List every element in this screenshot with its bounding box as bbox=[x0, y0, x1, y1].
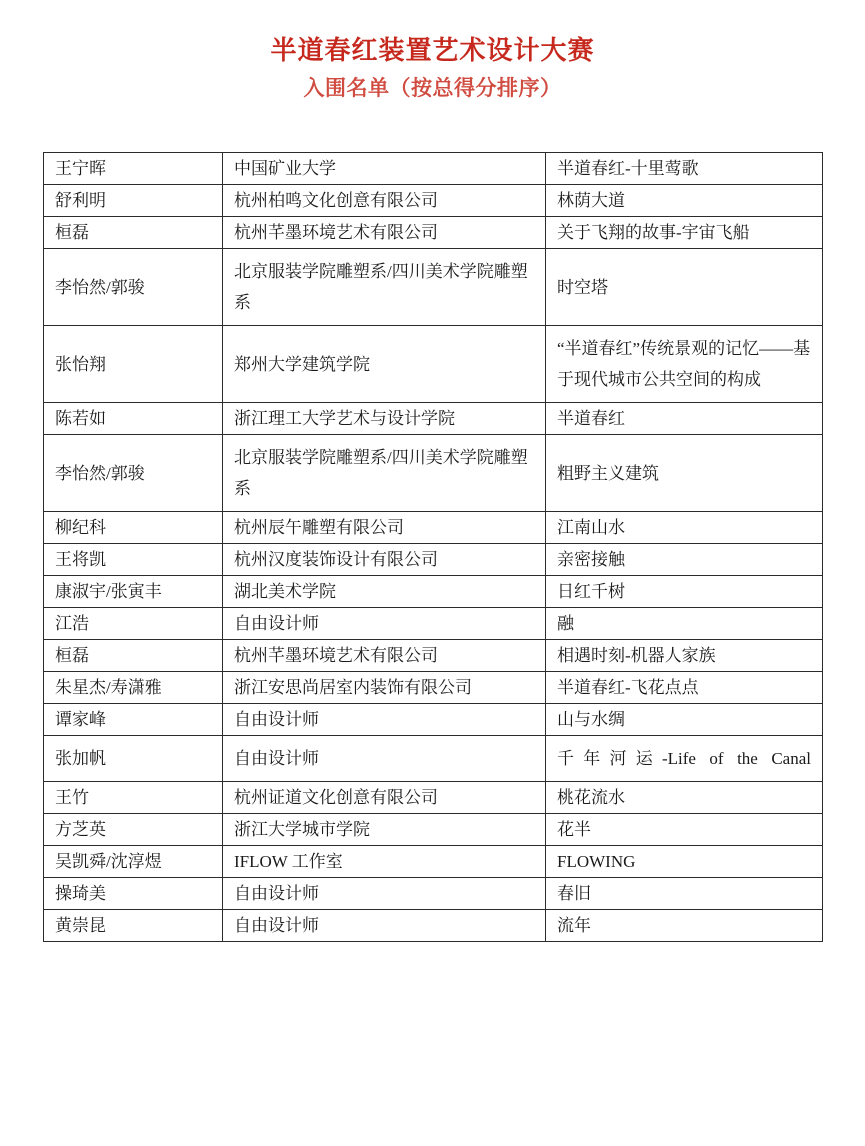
artwork-title-cell: 半道春红-飞花点点 bbox=[546, 672, 823, 704]
participant-name-cell: 陈若如 bbox=[44, 403, 223, 435]
participant-name-cell: 操琦美 bbox=[44, 878, 223, 910]
participant-name-cell: 李怡然/郭骏 bbox=[44, 435, 223, 512]
table-row bbox=[44, 640, 823, 672]
artwork-title-cell: 桃花流水 bbox=[546, 782, 823, 814]
organisation-cell: 自由设计师 bbox=[223, 736, 546, 782]
table-row bbox=[44, 814, 823, 846]
organisation-cell: 郑州大学建筑学院 bbox=[223, 326, 546, 403]
organisation-cell: 浙江理工大学艺术与设计学院 bbox=[223, 403, 546, 435]
participant-name-cell: 康淑宇/张寅丰 bbox=[44, 576, 223, 608]
table-row bbox=[44, 910, 823, 942]
table-row bbox=[44, 512, 823, 544]
organisation-cell: 中国矿业大学 bbox=[223, 153, 546, 185]
artwork-title-cell: 关于飞翔的故事-宇宙飞船 bbox=[546, 217, 823, 249]
organisation-cell: 自由设计师 bbox=[223, 878, 546, 910]
artwork-title-cell: 林荫大道 bbox=[546, 185, 823, 217]
artwork-title-cell: 山与水绸 bbox=[546, 704, 823, 736]
organisation-cell: 杭州证道文化创意有限公司 bbox=[223, 782, 546, 814]
participant-name-cell: 张怡翔 bbox=[44, 326, 223, 403]
participant-name-cell: 谭家峰 bbox=[44, 704, 223, 736]
participant-name-cell: 李怡然/郭骏 bbox=[44, 249, 223, 326]
table-row bbox=[44, 403, 823, 435]
page-subtitle: 入围名单（按总得分排序） bbox=[303, 76, 562, 100]
table-row bbox=[44, 185, 823, 217]
artwork-title-cell: 亲密接触 bbox=[546, 544, 823, 576]
artwork-title-cell: 粗野主义建筑 bbox=[546, 435, 823, 512]
organisation-cell: 杭州柏鸣文化创意有限公司 bbox=[223, 185, 546, 217]
table-row bbox=[44, 435, 823, 512]
participant-name-cell: 舒利明 bbox=[44, 185, 223, 217]
participant-name-cell: 吴凯舜/沈淳煜 bbox=[44, 846, 223, 878]
participant-name-cell: 王竹 bbox=[44, 782, 223, 814]
organisation-cell: 湖北美术学院 bbox=[223, 576, 546, 608]
artwork-title-cell: 春旧 bbox=[546, 878, 823, 910]
organisation-cell: 浙江大学城市学院 bbox=[223, 814, 546, 846]
table-row bbox=[44, 217, 823, 249]
organisation-cell: 自由设计师 bbox=[223, 910, 546, 942]
shortlist-table-container bbox=[43, 152, 822, 942]
artwork-title-cell: 江南山水 bbox=[546, 512, 823, 544]
artwork-title-cell: “半道春红”传统景观的记忆——基于现代城市公共空间的构成 bbox=[546, 326, 823, 403]
participant-name-cell: 江浩 bbox=[44, 608, 223, 640]
participant-name-cell: 柳纪科 bbox=[44, 512, 223, 544]
organisation-cell: 自由设计师 bbox=[223, 704, 546, 736]
organisation-cell: 杭州芊墨环境艺术有限公司 bbox=[223, 640, 546, 672]
participant-name-cell: 桓磊 bbox=[44, 640, 223, 672]
organisation-cell: 北京服装学院雕塑系/四川美术学院雕塑系 bbox=[223, 435, 546, 512]
page-title: 半道春红装置艺术设计大赛 bbox=[270, 35, 595, 65]
table-row bbox=[44, 608, 823, 640]
artwork-title-cell bbox=[546, 736, 823, 782]
participant-name-cell: 桓磊 bbox=[44, 217, 223, 249]
organisation-cell: 杭州辰午雕塑有限公司 bbox=[223, 512, 546, 544]
participant-name-cell: 朱星杰/寿潇雅 bbox=[44, 672, 223, 704]
artwork-title-cell: 流年 bbox=[546, 910, 823, 942]
document-header bbox=[0, 0, 865, 102]
participant-name-cell: 王将凯 bbox=[44, 544, 223, 576]
artwork-title-justified: 千年河运-Life of the Canal bbox=[557, 749, 811, 768]
table-row bbox=[44, 576, 823, 608]
organisation-cell: 杭州芊墨环境艺术有限公司 bbox=[223, 217, 546, 249]
table-row bbox=[44, 326, 823, 403]
table-row bbox=[44, 153, 823, 185]
organisation-cell: IFLOW 工作室 bbox=[223, 846, 546, 878]
table-row bbox=[44, 249, 823, 326]
participant-name-cell: 张加帆 bbox=[44, 736, 223, 782]
table-row bbox=[44, 544, 823, 576]
artwork-title-cell: 相遇时刻-机器人家族 bbox=[546, 640, 823, 672]
organisation-cell: 杭州汉度装饰设计有限公司 bbox=[223, 544, 546, 576]
organisation-cell: 自由设计师 bbox=[223, 608, 546, 640]
artwork-title-cell: 半道春红 bbox=[546, 403, 823, 435]
organisation-cell: 浙江安思尚居室内装饰有限公司 bbox=[223, 672, 546, 704]
artwork-title-cell: 时空塔 bbox=[546, 249, 823, 326]
shortlist-table bbox=[43, 152, 823, 942]
table-row bbox=[44, 672, 823, 704]
participant-name-cell: 方芝英 bbox=[44, 814, 223, 846]
participant-name-cell: 黄崇昆 bbox=[44, 910, 223, 942]
artwork-title-cell: 融 bbox=[546, 608, 823, 640]
table-row bbox=[44, 736, 823, 782]
table-row bbox=[44, 782, 823, 814]
organisation-cell: 北京服装学院雕塑系/四川美术学院雕塑系 bbox=[223, 249, 546, 326]
artwork-title-cell: 半道春红-十里莺歌 bbox=[546, 153, 823, 185]
artwork-title-cell: 日红千树 bbox=[546, 576, 823, 608]
artwork-title-cell: 花半 bbox=[546, 814, 823, 846]
participant-name-cell: 王宁晖 bbox=[44, 153, 223, 185]
artwork-title-cell: FLOWING bbox=[546, 846, 823, 878]
table-row bbox=[44, 878, 823, 910]
table-row bbox=[44, 704, 823, 736]
shortlist-table-body bbox=[44, 153, 823, 942]
table-row bbox=[44, 846, 823, 878]
